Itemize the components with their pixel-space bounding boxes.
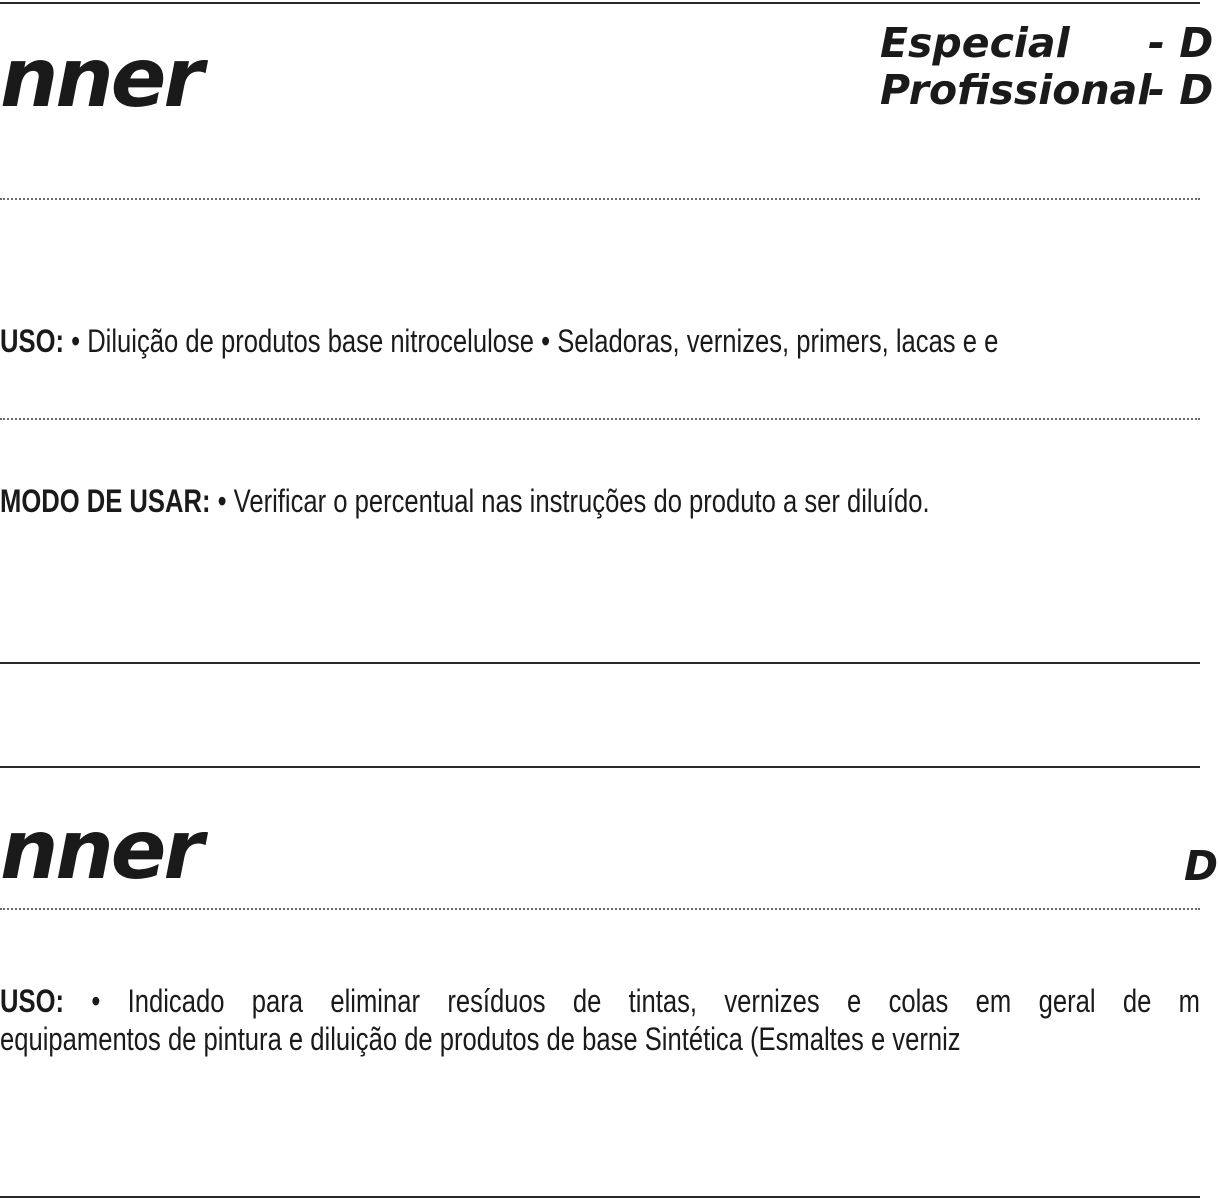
label2-bottom-border <box>0 1196 1200 1198</box>
uso-text-1: • Indicado para eliminar resíduos de tintas, vernizes e colas em geral de m <box>64 983 1200 1019</box>
label1-variants <box>880 20 1213 114</box>
modo-label: MODO DE USAR: <box>0 483 211 519</box>
label1-brand-title: nner <box>0 31 201 126</box>
label1-bottom-border <box>0 662 1200 664</box>
uso-text-2: equipamentos de pintura e diluição de produtos de base Sintética (Esmaltes e verniz <box>0 1021 961 1057</box>
label1-divider-1 <box>0 198 1200 200</box>
variant-name: Especial <box>880 19 1070 67</box>
variant-name: Profissional <box>880 66 1152 114</box>
uso-label: USO: <box>0 323 64 359</box>
label2-uso-paragraph <box>0 982 1200 1058</box>
label2-divider-1 <box>0 908 1200 910</box>
uso-line-1 <box>0 982 1200 1020</box>
label1-modo-paragraph <box>0 482 992 520</box>
label1-uso-paragraph <box>0 322 999 360</box>
label2-top-border <box>0 766 1200 768</box>
label1-variant-especial <box>880 20 1213 67</box>
label1-top-border <box>0 2 1200 4</box>
modo-text: • Verificar o percentual nas instruções do produto a ser diluído. <box>210 483 930 519</box>
label2-brand-title: nner <box>0 803 201 898</box>
label2-variant: D <box>1184 842 1218 890</box>
label1-variant-profissional <box>880 67 1213 114</box>
variant-suffix: - D <box>1148 66 1214 114</box>
uso-text: • Diluição de produtos base nitrocelulose • Seladoras, vernizes, primers, lacas e e <box>64 323 999 359</box>
label1-divider-2 <box>0 418 1200 420</box>
variant-suffix: - D <box>1148 19 1214 67</box>
uso-label: USO: <box>0 983 64 1019</box>
